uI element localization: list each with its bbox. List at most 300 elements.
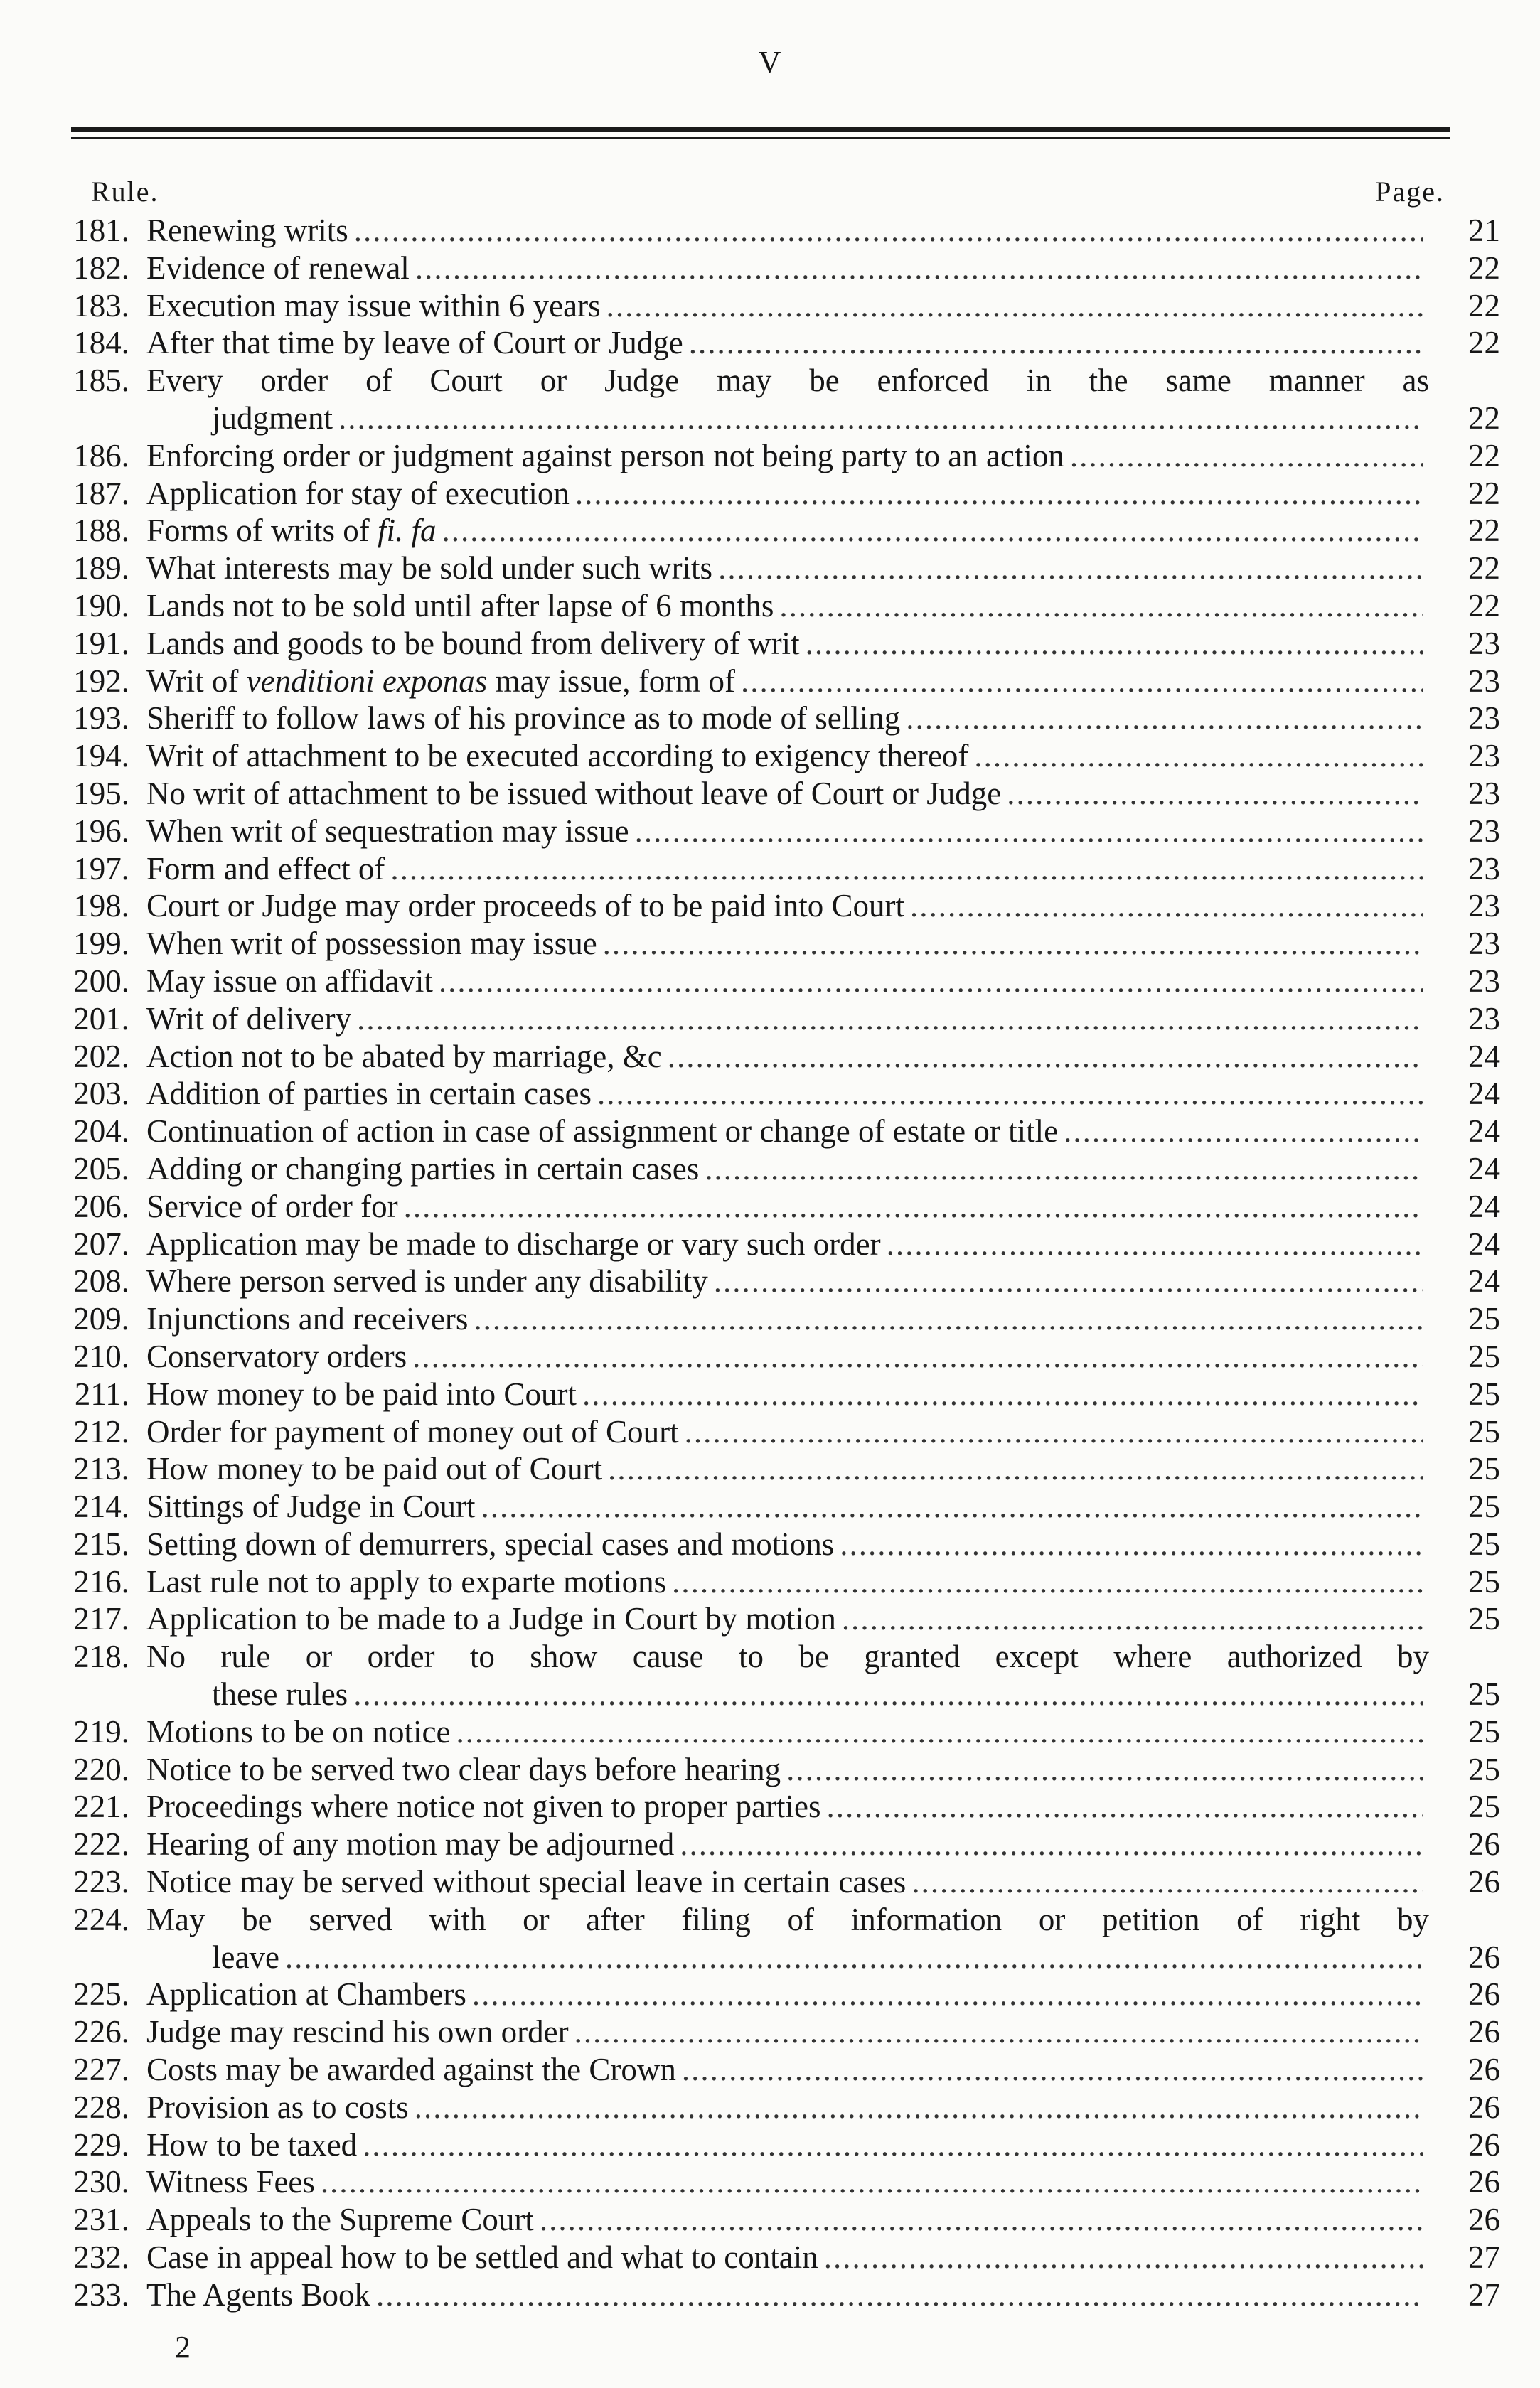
entry-title: May be served with or after filing of information or petition of right by [146,1901,1429,1937]
dot-leader [682,2051,1423,2089]
page-number: 23 [1468,813,1500,849]
entry-title-line [146,963,1429,1000]
entry-title-continuation: judgment [212,400,333,436]
dot-leader [606,287,1423,325]
entry-title-line [146,475,1429,513]
entry-title-wrap [146,850,385,888]
entry-title-wrap [146,475,570,513]
entry-title-line [146,250,1429,287]
dot-leader [779,587,1423,625]
page-number: 25 [1468,1563,1500,1600]
rule-number-text: 233. [73,2276,129,2313]
page-number: 25 [1468,1601,1500,1637]
dot-leader [439,963,1423,1000]
entry-title-cont-line [212,1676,1429,1713]
rule-number-text: 220. [73,1751,129,1787]
entry-title-line [146,1488,1429,1526]
toc-entry [0,475,1540,513]
rule-number-text: 208. [73,1263,129,1300]
dot-leader [806,625,1423,663]
page-number: 22 [1468,250,1500,286]
entry-title-wrap [146,212,348,250]
entry-title: What interests may be sold under such writs [146,550,713,587]
entry-title-line [146,437,1429,475]
toc-entry [0,887,1540,925]
rule-number-text: 231. [73,2202,129,2238]
dot-leader [786,1751,1423,1789]
entry-title: Appeals to the Supreme Court [146,2202,534,2238]
dot-leader [718,550,1423,587]
rule-number-text: 184. [73,325,129,361]
entry-title: Notice may be served without special leave in certain cases [146,1864,907,1900]
dot-leader [1070,437,1423,475]
dot-leader [376,2276,1423,2314]
entry-title: After that time by leave of Court or Judge [146,325,683,361]
page-number: 27 [1468,2276,1500,2313]
page-number: 21 [1468,213,1500,248]
entry-title-line [146,550,1429,587]
entry-title: Motions to be on notice [146,1713,451,1750]
toc-entry [0,287,1540,325]
entry-title-line [146,2163,1429,2201]
entry-title: Action not to be abated by marriage, &c [146,1038,662,1074]
entry-title-line [146,1150,1429,1188]
rule-number-text: 225. [73,1976,129,2013]
entry-title: Adding or changing parties in certain cases [146,1150,700,1187]
toc-entry [0,1863,1540,1901]
entry-title-wrap [146,1751,781,1789]
rule-number-text: 219. [73,1713,129,1750]
rule-number-text: 194. [73,738,129,774]
toc-entry [0,1150,1540,1188]
entry-title-line [146,1188,1429,1226]
entry-title-after: may issue, form of [495,663,736,699]
toc-entry [0,1526,1540,1563]
toc-entry [0,925,1540,963]
entry-title-line [146,1788,1429,1826]
entry-title-line [146,1413,1429,1451]
page-number: 24 [1468,1038,1500,1074]
page-number: 25 [1468,1676,1500,1713]
dot-leader [906,700,1423,737]
page-number: 25 [1468,1751,1500,1787]
entry-title-wrap [146,1226,881,1263]
entry-title-wrap [146,775,1001,813]
dot-leader [412,1338,1423,1376]
page-number: 25 [1468,1789,1500,1825]
entry-title-wrap [146,1526,834,1563]
page-number: 24 [1468,1188,1500,1224]
toc-entry [0,737,1540,775]
dot-leader [1007,775,1423,813]
entry-title-wrap [146,1413,679,1451]
entry-title-wrap [146,437,1064,475]
entry-title-line [146,887,1429,925]
toc-entry-continuation [0,400,1540,437]
rule-number-text: 190. [73,587,129,623]
entry-title-line [146,1226,1429,1263]
rule-number-text: 200. [73,963,129,999]
toc-entry [0,362,1540,400]
entry-title-line [146,663,1429,700]
toc-entry [0,1300,1540,1338]
dot-leader [285,1939,1423,1976]
entry-title: How to be taxed [146,2126,358,2163]
entry-title-continuation: these rules [212,1676,348,1713]
rule-number-text: 209. [73,1301,129,1337]
entry-title: Writ of [146,663,239,699]
dot-leader [685,1413,1423,1451]
page-number: 23 [1468,888,1500,924]
entry-title-line [146,700,1429,737]
page-number: 22 [1468,513,1500,549]
dot-leader [1064,1113,1423,1150]
entry-title-wrap [146,250,410,287]
dot-leader [390,850,1423,888]
entry-title-wrap [146,925,597,963]
page-number: 25 [1468,1413,1500,1450]
page-number: 25 [1468,1713,1500,1750]
entry-title-wrap [146,887,904,925]
entry-title-wrap [146,587,774,625]
dot-leader [705,1150,1423,1188]
page-number: 26 [1468,1826,1500,1863]
entry-title: Forms of writs of [146,513,370,549]
dot-leader [474,1300,1423,1338]
dot-leader [357,1000,1423,1038]
header-rule-thick [71,127,1450,132]
page-number: 23 [1468,625,1500,661]
entry-title-wrap [146,1300,468,1338]
page-number: 23 [1468,738,1500,774]
toc-entry [0,2013,1540,2051]
entry-title-wrap [146,2163,315,2201]
dot-leader [911,1863,1423,1901]
page-number: 26 [1468,2164,1500,2200]
rule-number-text: 205. [73,1150,129,1187]
page-number: 22 [1468,475,1500,511]
entry-title-line [146,1901,1429,1939]
rule-number-text: 203. [73,1076,129,1112]
dot-leader [481,1488,1423,1526]
dot-leader [689,324,1423,362]
entry-title: Writ of attachment to be executed according to exigency thereof [146,738,969,774]
toc-entry [0,1563,1540,1601]
toc-entry-continuation [0,1939,1540,1976]
entry-title: Application may be made to discharge or vary such order [146,1226,881,1262]
entry-title-wrap [146,2239,818,2276]
rule-number-text: 215. [73,1526,129,1562]
entry-title-italic: fi. fa [378,513,437,549]
entry-title: Application at Chambers [146,1976,466,2013]
dot-leader [680,1826,1423,1863]
dot-leader [582,1376,1423,1413]
dot-leader [338,400,1423,437]
entry-title-wrap [146,663,735,700]
toc-entry [0,663,1540,700]
entry-title: Service of order for [146,1188,398,1224]
toc-entry-continuation [0,1676,1540,1713]
entry-title-wrap [146,324,683,362]
entry-title: Execution may issue within 6 years [146,287,601,323]
entry-title-wrap [146,1263,708,1300]
entry-title-line [146,1826,1429,1863]
rule-number-text: 223. [73,1864,129,1900]
page-number: 24 [1468,1226,1500,1262]
rule-number-text: 229. [73,2126,129,2163]
entry-title-line [146,1000,1429,1038]
entry-title-wrap [146,1038,662,1076]
rule-number-text: 193. [73,700,129,737]
toc-entry [0,2126,1540,2164]
page-heading: Page. [1375,176,1445,208]
page-number: 26 [1468,2089,1500,2125]
entry-title-wrap [146,625,800,663]
toc-entry [0,550,1540,587]
toc-entry [0,1338,1540,1376]
page-number: 23 [1468,926,1500,962]
entry-title-line [146,737,1429,775]
page-number: 24 [1468,1150,1500,1187]
rule-number-text: 197. [73,850,129,887]
entry-title-line [146,1526,1429,1563]
rule-number-text: 199. [73,926,129,962]
dot-leader [363,2126,1423,2164]
toc-entry [0,1226,1540,1263]
toc-entry [0,1038,1540,1076]
entry-title-line [146,1976,1429,2013]
dot-leader [415,250,1423,287]
entry-title-wrap [146,1376,577,1413]
entry-title-wrap [146,1826,674,1863]
rule-number-text: 218. [73,1639,129,1675]
entry-title-line [146,324,1429,362]
dot-leader [321,2163,1423,2201]
rule-number-text: 196. [73,813,129,849]
dot-leader [714,1263,1423,1300]
rule-number-text: 206. [73,1188,129,1224]
page-number: 26 [1468,2052,1500,2088]
entry-title: Court or Judge may order proceeds of to be paid into Court [146,888,905,924]
entry-title: Judge may rescind his own order [146,2014,569,2050]
entry-title: Conservatory orders [146,1338,407,1374]
toc-entry [0,2239,1540,2276]
toc-entry [0,1826,1540,1863]
entry-title-wrap [146,1000,351,1038]
toc-entry [0,2051,1540,2089]
dot-leader [840,1526,1423,1563]
toc-entry [0,324,1540,362]
signature-mark: 2 [175,2330,191,2365]
toc-entry [0,1075,1540,1113]
rule-number-text: 202. [73,1038,129,1074]
rule-number-text: 189. [73,550,129,587]
page-number: 22 [1468,287,1500,323]
page-number: 23 [1468,700,1500,737]
entry-title-italic: venditioni exponas [246,663,488,699]
entry-title-wrap [146,2201,534,2239]
toc-entry [0,1751,1540,1789]
entry-title-wrap [146,963,433,1000]
entry-title-cont-line [212,1939,1429,1976]
entry-title-line [146,1600,1429,1638]
rule-number-text: 214. [73,1489,129,1525]
toc-entry [0,963,1540,1000]
entry-title: Proceedings where notice not given to proper parties [146,1789,821,1825]
toc-entry [0,1188,1540,1226]
entry-title-wrap [146,1788,820,1826]
entry-title-wrap [146,512,437,550]
entry-title-wrap [146,1113,1058,1150]
toc-entry [0,212,1540,250]
entry-title-line [146,287,1429,325]
dot-leader [574,2013,1423,2051]
toc-entry [0,1488,1540,1526]
entry-title: How money to be paid into Court [146,1376,577,1412]
entry-title-wrap [146,2089,409,2126]
entry-title: Sittings of Judge in Court [146,1489,476,1525]
entry-title-cont-line [212,400,1429,437]
dot-leader [974,737,1423,775]
entry-title: Every order of Court or Judge may be enforced in the same manner as [146,363,1429,399]
page-number: 24 [1468,1076,1500,1112]
entry-title-line [146,2013,1429,2051]
rule-number-text: 226. [73,2014,129,2050]
entry-title: Continuation of action in case of assignment or change of estate or title [146,1113,1059,1150]
entry-title-line [146,1113,1429,1150]
rule-number-text: 216. [73,1563,129,1600]
entry-title: Setting down of demurrers, special cases and motions [146,1526,835,1562]
entry-title-wrap [146,700,900,737]
entry-title-wrap [146,1075,592,1113]
dot-leader [672,1563,1423,1601]
rule-number-text: 198. [73,888,129,924]
rule-number-text: 183. [73,287,129,323]
dot-leader [910,887,1423,925]
entry-title: Lands not to be sold until after lapse of 6 months [146,587,774,623]
entry-title: Application to be made to a Judge in Court by motion [146,1601,836,1637]
page-number: 25 [1468,1301,1500,1337]
entry-title-line [146,1376,1429,1413]
toc-entry [0,813,1540,850]
entry-title-line [146,362,1429,400]
entry-title-line [146,2126,1429,2164]
dot-leader [826,1788,1423,1826]
entry-title-wrap [146,1863,906,1901]
toc-entry [0,625,1540,663]
dot-leader [597,1075,1423,1113]
entry-title-continuation: leave [212,1939,279,1975]
dot-leader [741,663,1423,700]
entry-title-line [146,850,1429,888]
page-number: 22 [1468,400,1500,436]
entry-title-wrap [146,550,712,587]
toc-entry [0,700,1540,737]
entry-title: Notice to be served two clear days before hearing [146,1751,781,1787]
entry-title: Renewing writs [146,213,348,248]
entry-title: Case in appeal how to be settled and what to contain [146,2239,818,2276]
entry-title-wrap [146,1563,666,1601]
toc-entry [0,1788,1540,1826]
column-headings [91,175,1445,210]
entry-title-wrap [146,2051,676,2089]
toc-entry [0,1901,1540,1939]
dot-leader [603,925,1423,963]
entry-title-wrap [146,1976,466,2013]
rule-number-text: 232. [73,2239,129,2276]
entry-title: No rule or order to show cause to be granted except where authorized by [146,1639,1429,1675]
toc-entry [0,2276,1540,2314]
toc-entry [0,250,1540,287]
page-number: 25 [1468,1451,1500,1487]
dot-leader [608,1450,1423,1488]
page-number: 22 [1468,325,1500,361]
entry-title: Costs may be awarded against the Crown [146,2052,676,2088]
entry-title-line [146,625,1429,663]
entry-title-line [146,587,1429,625]
dot-leader [842,1600,1423,1638]
entry-title-line [146,1263,1429,1300]
entry-title-line [146,775,1429,813]
rule-number-text: 222. [73,1826,129,1863]
page-number: 24 [1468,1113,1500,1150]
dot-leader [415,2089,1423,2126]
entry-title-wrap [146,813,629,850]
rule-number-text: 228. [73,2089,129,2125]
header-rule-thin [71,137,1450,139]
rule-number-text: 181. [73,213,129,248]
rule-number-text: 187. [73,475,129,511]
dot-leader [354,212,1423,250]
entry-title-wrap [146,1150,699,1188]
entry-title-wrap [146,2126,357,2164]
entry-title-line [146,1638,1429,1676]
page-number: 25 [1468,1376,1500,1412]
entry-title-line [146,2239,1429,2276]
dot-leader [540,2201,1423,2239]
toc-entry [0,775,1540,813]
page-number: 22 [1468,587,1500,623]
toc-entry [0,512,1540,550]
page-number: 25 [1468,1526,1500,1562]
toc-entry [0,1713,1540,1751]
entry-title: When writ of possession may issue [146,926,597,962]
toc-entry [0,1600,1540,1638]
entry-title-line [146,2051,1429,2089]
toc-entry [0,1976,1540,2013]
rule-number-text: 182. [73,250,129,286]
entry-title-wrap [146,2276,370,2314]
rule-number-text: 186. [73,437,129,473]
page-number: 26 [1468,1864,1500,1900]
rule-number-text: 230. [73,2164,129,2200]
page-number: 25 [1468,1489,1500,1525]
rule-number-text: 213. [73,1451,129,1487]
dot-leader [887,1226,1423,1263]
entry-title: Hearing of any motion may be adjourned [146,1826,675,1863]
rule-number-text: 212. [73,1413,129,1450]
page-number: 26 [1468,1976,1500,2013]
dot-leader [635,813,1423,850]
entry-title: Where person served is under any disability [146,1263,708,1300]
toc-entry [0,1000,1540,1038]
entry-title: Form and effect of [146,850,385,887]
page-number: 26 [1468,2126,1500,2163]
entry-title: Evidence of renewal [146,250,410,286]
rule-number-text: 211. [74,1376,129,1412]
page-number: 27 [1468,2239,1500,2276]
rule-number-text: 195. [73,775,129,811]
